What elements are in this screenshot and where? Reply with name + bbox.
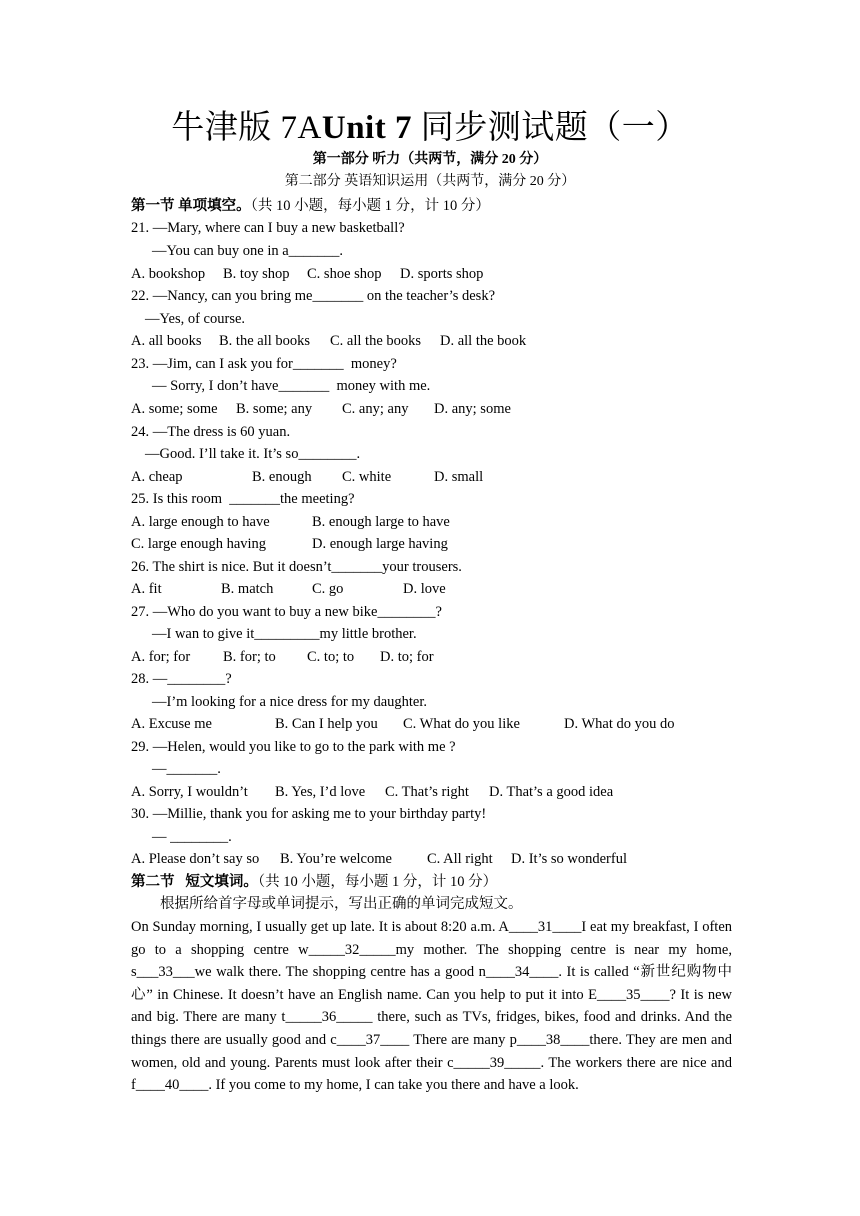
section2-instruction: 根据所给首字母或单词提示，写出正确的单词完成短文。: [160, 896, 523, 912]
q30-option-a: A. Please don’t say so: [131, 851, 260, 867]
q21-option-c: C. shoe shop: [307, 266, 382, 282]
question-30-answer: — ________.: [152, 829, 232, 845]
passage-text: ? It is new and big. There are many t: [131, 986, 733, 1026]
title-part1: 牛津版 7A: [171, 110, 322, 146]
blank-33: ___33___: [136, 964, 195, 981]
question-27-answer: —I wan to give it_________my little brother.: [152, 626, 417, 642]
blank-35: ____35____: [596, 986, 670, 1003]
blank-32: _____32_____: [308, 941, 396, 958]
blank-31: ____31____: [508, 919, 582, 935]
q26-option-a: A. fit: [131, 581, 162, 597]
question-22-answer: —Yes, of course.: [145, 311, 246, 327]
q27-option-d: D. to; for: [380, 649, 434, 665]
passage-text: I eat my breakfast, I often go to a shopping centre w: [131, 919, 733, 958]
q21-option-a: A. bookshop: [131, 266, 206, 282]
blank-37: ____37____: [336, 1031, 410, 1048]
cloze-passage: [131, 916, 732, 1097]
passage-text: we walk there. The shopping centre has a good n: [194, 964, 486, 981]
q24-option-d: D. small: [434, 469, 484, 485]
q28-option-c: C. What do you like: [403, 716, 520, 732]
q27-option-a: A. for; for: [131, 649, 191, 665]
q29-option-c: C. That’s right: [385, 784, 469, 800]
passage-text: There are many p: [409, 1031, 517, 1048]
question-26-stem: 26. The shirt is nice. But it doesn’t_______your trousers.: [131, 559, 462, 575]
passage-text: there, such as TVs, fridges, bikes, food and drinks. And the things there are usually good and c: [131, 1009, 733, 1048]
blank-39: _____39_____: [453, 1054, 541, 1071]
q30-option-d: D. It’s so wonderful: [511, 851, 627, 867]
q22-option-b: B. the all books: [219, 333, 311, 349]
question-21-answer: —You can buy one in a_______.: [152, 243, 344, 259]
q24-option-b: B. enough: [252, 469, 312, 485]
passage-text: On Sunday morning, I usually get up late. It is about 8:20 a.m. A: [131, 919, 509, 935]
q23-option-a: A. some; some: [131, 401, 218, 417]
q29-option-d: D. That’s a good idea: [489, 784, 614, 800]
q26-option-c: C. go: [312, 581, 344, 597]
section2-note: （共 10 小题，每小题 1 分，计 10 分）: [257, 874, 498, 890]
section1-note: （共 10 小题，每小题 1 分，计 10 分）: [250, 198, 490, 214]
passage-text: my mother. The shopping centre is near my home, s: [131, 941, 732, 981]
q22-option-d: D. all the book: [440, 333, 527, 349]
q23-option-c: C. any; any: [342, 401, 409, 417]
q23-option-b: B. some; any: [236, 401, 313, 417]
q28-option-b: B. Can I help you: [275, 716, 378, 732]
q25-option-b: B. enough large to have: [312, 514, 450, 530]
q30-option-b: B. You’re welcome: [280, 851, 392, 867]
question-27-stem: 27. —Who do you want to buy a new bike________?: [131, 604, 442, 620]
q21-option-d: D. sports shop: [400, 266, 484, 282]
page-title: [0, 106, 860, 150]
question-28-answer: —I’m looking for a nice dress for my daughter.: [152, 694, 428, 710]
section2-heading: [131, 872, 497, 892]
q25-option-d: D. enough large having: [312, 536, 448, 552]
question-28-stem: 28. —________?: [131, 671, 232, 687]
question-24-stem: 24. —The dress is 60 yuan.: [131, 424, 291, 440]
title-part2: Unit 7: [321, 110, 421, 146]
part2-heading: 第二部分 英语知识运用（共两节，满分 20 分）: [284, 174, 576, 189]
q26-option-b: B. match: [221, 581, 274, 597]
q22-option-c: C. all the books: [330, 333, 422, 349]
question-24-answer: —Good. I’ll take it. It’s so________.: [145, 446, 361, 462]
q27-option-c: C. to; to: [307, 649, 355, 665]
section2-label: 第二节 短文填词。: [131, 874, 258, 890]
q28-option-a: A. Excuse me: [131, 716, 212, 732]
q27-option-b: B. for; to: [223, 649, 276, 665]
q29-option-a: A. Sorry, I wouldn’t: [131, 784, 248, 800]
q22-option-a: A. all books: [131, 333, 202, 349]
blank-36: _____36_____: [285, 1009, 373, 1026]
question-23-answer: — Sorry, I don’t have_______ money with me.: [152, 378, 431, 394]
question-21-stem: 21. —Mary, where can I buy a new basketball?: [131, 220, 405, 236]
q24-option-c: C. white: [342, 469, 392, 485]
question-29-answer: —_______.: [152, 761, 221, 777]
blank-40: ____40____: [135, 1077, 209, 1094]
question-23-stem: 23. —Jim, can I ask you for_______ money?: [131, 356, 397, 372]
passage-text: there. They are men and women, old and young. Parents must look after their c: [131, 1031, 732, 1071]
q23-option-d: D. any; some: [434, 401, 511, 417]
question-29-stem: 29. —Helen, would you like to go to the park with me ?: [131, 739, 456, 755]
passage-text: . The workers there are nice and f: [131, 1054, 732, 1094]
passage-text: . If you come to my home, I can take you there and have a look.: [208, 1077, 579, 1094]
question-25-stem: 25. Is this room _______the meeting?: [131, 491, 355, 507]
section1-label: 第一节 单项填空。: [131, 198, 251, 214]
q25-option-c: C. large enough having: [131, 536, 267, 552]
blank-38: ____38____: [516, 1031, 590, 1048]
q28-option-d: D. What do you do: [564, 716, 675, 732]
q26-option-d: D. love: [403, 581, 446, 597]
q21-option-b: B. toy shop: [223, 266, 290, 282]
section1-heading: [131, 196, 490, 216]
q25-option-a: A. large enough to have: [131, 514, 270, 530]
q29-option-b: B. Yes, I’d love: [275, 784, 366, 800]
q30-option-c: C. All right: [427, 851, 493, 867]
part1-heading: 第一部分 听力（共两节，满分 20 分）: [312, 152, 548, 167]
question-22-stem: 22. —Nancy, can you bring me_______ on the teacher’s desk?: [131, 288, 496, 304]
blank-34: ____34____: [485, 964, 559, 981]
q24-option-a: A. cheap: [131, 469, 183, 485]
title-part3: 同步测试题（一）: [420, 110, 689, 146]
passage-text: . It is called “新世纪购物中心” in Chinese. It doesn’t have an English name. Can you help to put it into E: [131, 964, 732, 1003]
question-30-stem: 30. —Millie, thank you for asking me to your birthday party!: [131, 806, 487, 822]
